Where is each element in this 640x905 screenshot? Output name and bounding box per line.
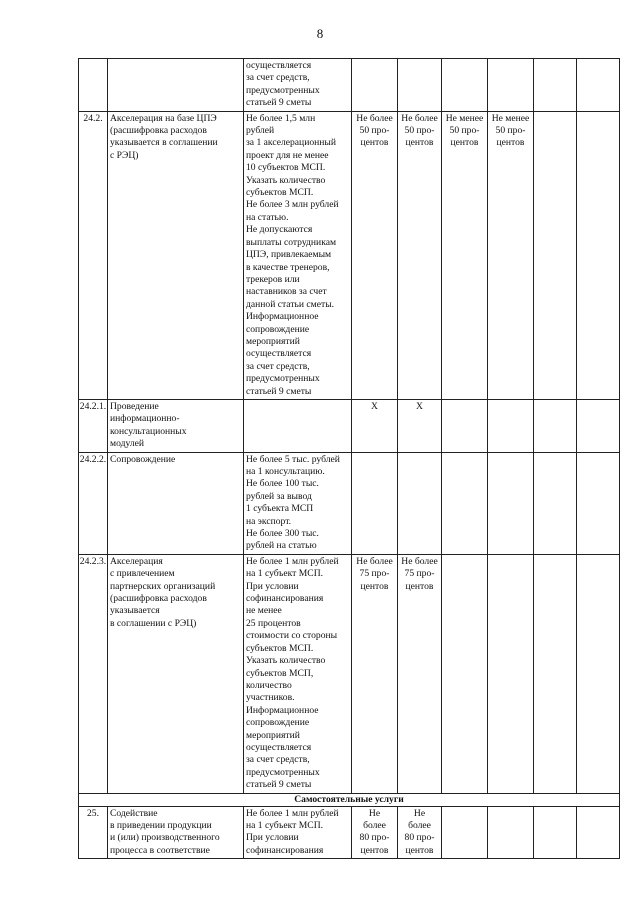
requirements-table [78,58,620,859]
share-cell-c1-line: 80 про- [359,832,390,844]
row-name [108,111,244,399]
row-limit-line: статьей 9 сметы [246,779,312,791]
share-cell-c1 [352,399,398,452]
row-limit-line: в качестве тренеров, [246,261,330,273]
row-name-line: указывается в соглашении [110,137,218,149]
row-limit-line: статьей 9 сметы [246,97,312,109]
share-cell-c1 [352,111,398,399]
share-cell-c2 [398,59,442,112]
row-limit-line: Не допускаются [246,224,313,236]
row-limit-line: предусмотренных [246,373,320,385]
row-limit-line: наставников за счет [246,286,327,298]
row-limit-line: на 1 консультацию. [246,466,325,477]
row-limit [244,59,352,112]
section-row [79,793,620,806]
share-cell-c2-line: 80 про- [404,832,435,844]
row-limit-line: за счет средств, [246,72,310,84]
row-limit-line: софинансирования [246,844,324,856]
row-name [108,452,244,554]
row-limit [244,806,352,859]
row-name [108,806,244,859]
share-cell-c1-line: центов [360,137,389,149]
row-name-line: с привлечением [110,568,175,580]
row-name-line: Проведение [110,400,159,412]
share-cell-c3 [442,452,488,554]
row-limit-line: Указать количество [246,655,326,667]
share-cell-c4 [488,59,534,112]
empty-cell [534,806,577,859]
empty-cell [577,452,620,554]
row-limit-line: стоимости со стороны [246,630,338,642]
row-limit-line: Информационное [246,311,319,323]
empty-cell [534,111,577,399]
share-cell-c3-line: центов [450,137,479,149]
share-cell-c2 [398,399,442,452]
share-cell-c2-line: центов [405,137,434,149]
share-cell-c3-line: 50 про- [449,125,480,137]
table-body [79,59,620,859]
row-limit-line: данной статьи сметы. [246,298,335,310]
share-cell-c3 [442,59,488,112]
row-name-line: Акселерация [110,555,163,567]
row-limit-line: рублей на статью [246,540,317,552]
share-cell-c4 [488,806,534,859]
row-limit-line: трекеров или [246,273,300,285]
row-limit-line: осуществляется [246,348,312,360]
share-cell-c1-line: Не более [356,555,393,567]
row-name-line: модулей [110,438,145,450]
share-cell-c4 [488,399,534,452]
share-cell-c2-line: Не [413,807,426,819]
row-limit-line: на 1 субъект МСП. [246,819,324,831]
share-cell-c3 [442,399,488,452]
share-cell-c4-line: Не менее [491,112,530,124]
row-name-line: и (или) производственного [110,832,220,844]
row-number: 25. [79,806,108,859]
empty-cell [534,452,577,554]
table-row [79,399,620,452]
row-name [108,59,244,112]
row-limit-line: участников. [246,692,295,704]
empty-cell [577,59,620,112]
row-limit-line: за счет средств, [246,360,310,372]
row-number: 24.2.1. [79,399,108,452]
row-name [108,554,244,793]
share-cell-c2-line: Не более [401,112,438,124]
share-cell-c1-line: центов [360,580,389,592]
share-cell-c2 [398,554,442,793]
share-cell-c2 [398,806,442,859]
row-limit-line: субъектов МСП, [246,667,314,679]
share-cell-c3-line: Не менее [445,112,484,124]
share-cell-c4-line: центов [496,137,525,149]
row-limit-line: субъектов МСП. [246,187,314,199]
row-limit-line: Не более 1 млн рублей [246,807,339,819]
row-name-line: в приведении продукции [110,819,212,831]
empty-cell [534,554,577,793]
table-row [79,452,620,554]
table-row [79,59,620,112]
share-cell-c1-line: 75 про- [359,568,390,580]
row-limit-line: Не более 3 млн рублей [246,199,339,211]
row-limit-line: количество [246,679,292,691]
share-cell-c1-line: 50 про- [359,125,390,137]
empty-cell [577,806,620,859]
share-cell-c1 [352,554,398,793]
row-limit-line: Информационное [246,704,319,716]
share-cell-c1-line: X [371,400,378,412]
row-limit-line: рублей [246,125,275,137]
share-cell-c1 [352,59,398,112]
row-limit-line: ЦПЭ, привлекаемым [246,249,332,261]
share-cell-c2 [398,111,442,399]
row-limit-line: осуществляется [246,60,312,71]
empty-cell [577,399,620,452]
row-limit-line: сопровождение [246,717,310,729]
share-cell-c1-line: Не более [356,112,393,124]
row-limit [244,111,352,399]
row-limit-line: мероприятий [246,729,300,741]
row-limit-line: Не более 300 тыс. [246,528,319,540]
row-limit-line: 1 субъекта МСП [246,503,314,515]
row-limit-line: При условии [246,832,299,844]
row-limit-line: Не более 5 тыс. рублей [246,453,340,465]
share-cell-c2-line: более [408,819,431,831]
table-row [79,111,620,399]
row-number [79,59,108,112]
row-name-line: указывается [110,605,160,617]
share-cell-c2-line: 75 про- [404,568,435,580]
row-limit-line: субъектов МСП. [246,642,314,654]
row-limit-line: Указать количество [246,174,326,186]
row-limit [244,399,352,452]
row-limit-line: рублей за вывод [246,490,312,502]
row-limit-line: за счет средств, [246,754,310,766]
row-name-line: информационно- [110,413,180,425]
empty-cell [534,59,577,112]
share-cell-c2-line: 50 про- [404,125,435,137]
row-limit-line: софинансирования [246,593,324,605]
row-limit-line: предусмотренных [246,766,320,778]
row-limit-line: Не более 1,5 млн [246,112,316,124]
share-cell-c3 [442,554,488,793]
row-limit-line: мероприятий [246,335,300,347]
row-name-line: консультационных [110,425,187,437]
row-limit-line: 25 процентов [246,617,301,629]
row-name-line: в соглашении с РЭЦ) [110,617,197,629]
share-cell-c4 [488,111,534,399]
share-cell-c2-line: центов [405,844,434,856]
row-name-line: процесса в соответствие [110,844,210,856]
row-name-line: с РЭЦ) [110,149,139,161]
share-cell-c1 [352,806,398,859]
row-name-line: (расшифровка расходов [110,593,207,605]
row-limit-line: При условии [246,580,299,592]
row-name-line: (расшифровка расходов [110,125,207,137]
share-cell-c2-line: X [416,400,423,412]
row-number: 24.2. [79,111,108,399]
row-limit-line: Не более 1 млн рублей [246,555,339,567]
empty-cell [534,399,577,452]
row-limit-line: проект для не менее [246,149,329,161]
share-cell-c3 [442,806,488,859]
share-cell-c4-line: 50 про- [495,125,526,137]
row-limit-line: 10 субъектов МСП. [246,162,326,174]
row-limit-line: предусмотренных [246,84,320,96]
row-limit-line: статьей 9 сметы [246,385,312,397]
row-name-line: партнерских организаций [110,580,216,592]
row-limit-line: сопровождение [246,323,310,335]
share-cell-c2-line: Не более [401,555,438,567]
row-limit-line: Не более 100 тыс. [246,478,319,490]
share-cell-c4 [488,452,534,554]
share-cell-c3 [442,111,488,399]
share-cell-c2 [398,452,442,554]
empty-cell [577,554,620,793]
row-limit [244,554,352,793]
share-cell-c1 [352,452,398,554]
table-row [79,806,620,859]
row-limit-line: на 1 субъект МСП. [246,568,324,580]
row-limit-line: выплаты сотрудникам [246,236,337,248]
row-limit-line: не менее [246,605,282,617]
row-limit-line: осуществляется [246,741,312,753]
share-cell-c4 [488,554,534,793]
row-name-line: Сопровождение [110,453,176,465]
table-row [79,554,620,793]
empty-cell [577,111,620,399]
section-title: Самостоятельные услуги [79,793,620,806]
row-limit [244,452,352,554]
share-cell-c1-line: Не [368,807,381,819]
row-number: 24.2.2. [79,452,108,554]
share-cell-c1-line: центов [360,844,389,856]
row-number: 24.2.3. [79,554,108,793]
share-cell-c2-line: центов [405,580,434,592]
page-number: 8 [316,26,324,41]
share-cell-c1-line: более [363,819,386,831]
row-limit-line: за 1 акселерационный [246,137,336,149]
row-name [108,399,244,452]
row-name-line: Содействие [110,807,158,819]
row-limit-line: на статью. [246,211,289,223]
row-name-line: Акселерация на базе ЦПЭ [110,112,217,124]
row-limit-line: на экспорт. [246,515,292,527]
